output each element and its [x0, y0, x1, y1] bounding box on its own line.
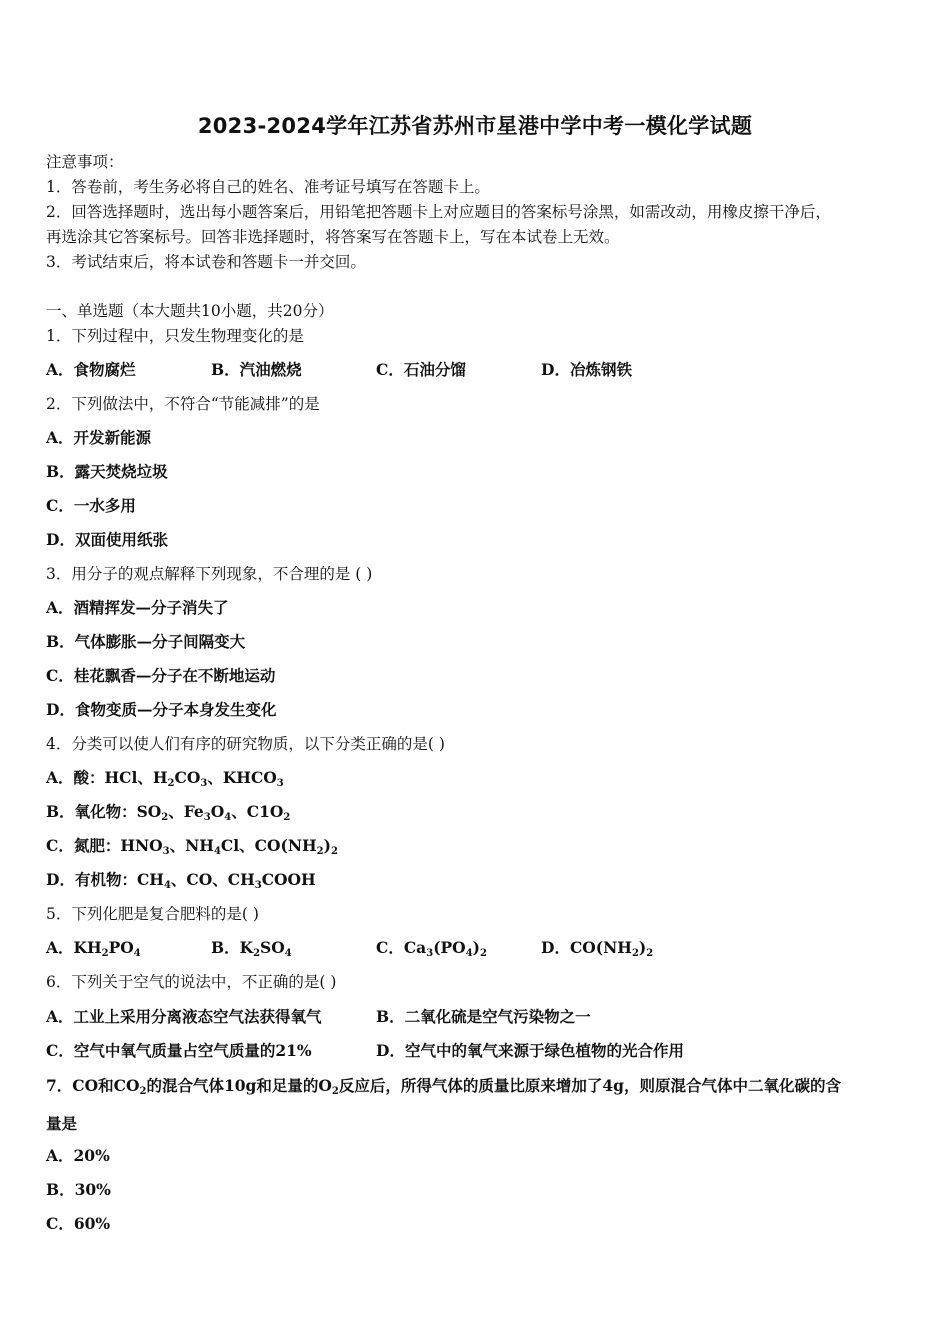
notice-item: 3．考试结束后，将本试卷和答题卡一并交回。	[46, 253, 366, 271]
q3-option-b: B．气体膨胀—分子间隔变大	[46, 632, 246, 651]
page-title: 2023-2024学年江苏省苏州市星港中学中考一模化学试题	[197, 114, 753, 138]
q5-option-c: C．$Ca_3(PO_4)_2$	[376, 938, 487, 959]
question-4-stem: 4．分类可以使人们有序的研究物质，以下分类正确的是( )	[46, 735, 445, 753]
notice-item: 1．答卷前，考生务必将自己的姓名、准考证号填写在答题卡上。	[46, 178, 490, 196]
question-1-stem: 1．下列过程中，只发生物理变化的是	[46, 327, 304, 345]
q2-option-c: C．一水多用	[46, 496, 136, 515]
q1-option-c: C．石油分馏	[376, 360, 466, 379]
q5-option-b: B．$K_2SO_4$	[211, 938, 292, 959]
q5-option-d: D．$CO(NH_2)_2$	[541, 938, 654, 959]
q6-option-d: D．空气中的氧气来源于绿色植物的光合作用	[376, 1041, 684, 1060]
q4-option-a: A．酸：HCl、$H_2CO_3$、$KHCO_3$	[46, 768, 284, 789]
q3-option-d: D．食物变质—分子本身发生变化	[46, 700, 277, 719]
q7-option-c: C．60%	[46, 1214, 111, 1233]
q7-option-b: B．30%	[46, 1180, 111, 1199]
q2-option-b: B．露天焚烧垃圾	[46, 462, 168, 481]
question-3-stem: 3．用分子的观点解释下列现象，不合理的是 ( )	[46, 565, 373, 583]
q5-option-a: A．$KH_2PO_4$	[46, 938, 141, 959]
notice-item: 再选涂其它答案标号。回答非选择题时，将答案写在答题卡上，写在本试卷上无效。	[46, 228, 620, 246]
q1-option-d: D．冶炼钢铁	[541, 360, 632, 379]
q2-option-d: D．双面使用纸张	[46, 530, 168, 549]
question-7-stem: 7．CO和$CO_2$的混合气体10g和足量的$O_2$反应后，所得气体的质量比原来增加了4g，则原混合气体中二氧化碳的含	[46, 1076, 841, 1097]
q7-option-a: A．20%	[46, 1146, 110, 1165]
q4-option-b: B．氧化物：$SO_2$、$Fe_3O_4$、$C1O_2$	[46, 802, 291, 823]
q4-option-d: D．有机物：$CH_4$、CO、$CH_3COOH$	[46, 870, 316, 891]
q3-option-c: C．桂花飘香—分子在不断地运动	[46, 666, 276, 685]
question-5-stem: 5．下列化肥是复合肥料的是( )	[46, 905, 259, 923]
q6-option-c: C．空气中氧气质量占空气质量的21%	[46, 1041, 312, 1060]
q2-option-a: A．开发新能源	[46, 428, 152, 447]
q4-option-c: C．氮肥：$HNO_3$、$NH_4Cl$、$CO(NH_2)_2$	[46, 836, 338, 857]
notice-item: 2．回答选择题时，选出每小题答案后，用铅笔把答题卡上对应题目的答案标号涂黑，如需改动，用橡皮擦干净后，	[46, 203, 831, 221]
q6-option-b: B．二氧化硫是空气污染物之一	[376, 1007, 591, 1026]
section-heading: 一、单选题（本大题共10小题，共20分）	[46, 302, 334, 320]
q1-option-a: A．食物腐烂	[46, 360, 136, 379]
q6-option-a: A．工业上采用分离液态空气法获得氧气	[46, 1007, 322, 1026]
q1-option-b: B．汽油燃烧	[211, 360, 302, 379]
question-6-stem: 6．下列关于空气的说法中，不正确的是( )	[46, 973, 337, 991]
question-7-stem-cont: 量是	[46, 1114, 78, 1133]
question-2-stem: 2．下列做法中，不符合“节能减排”的是	[46, 395, 320, 413]
q3-option-a: A．酒精挥发—分子消失了	[46, 598, 229, 617]
notice-heading: 注意事项：	[46, 153, 124, 171]
